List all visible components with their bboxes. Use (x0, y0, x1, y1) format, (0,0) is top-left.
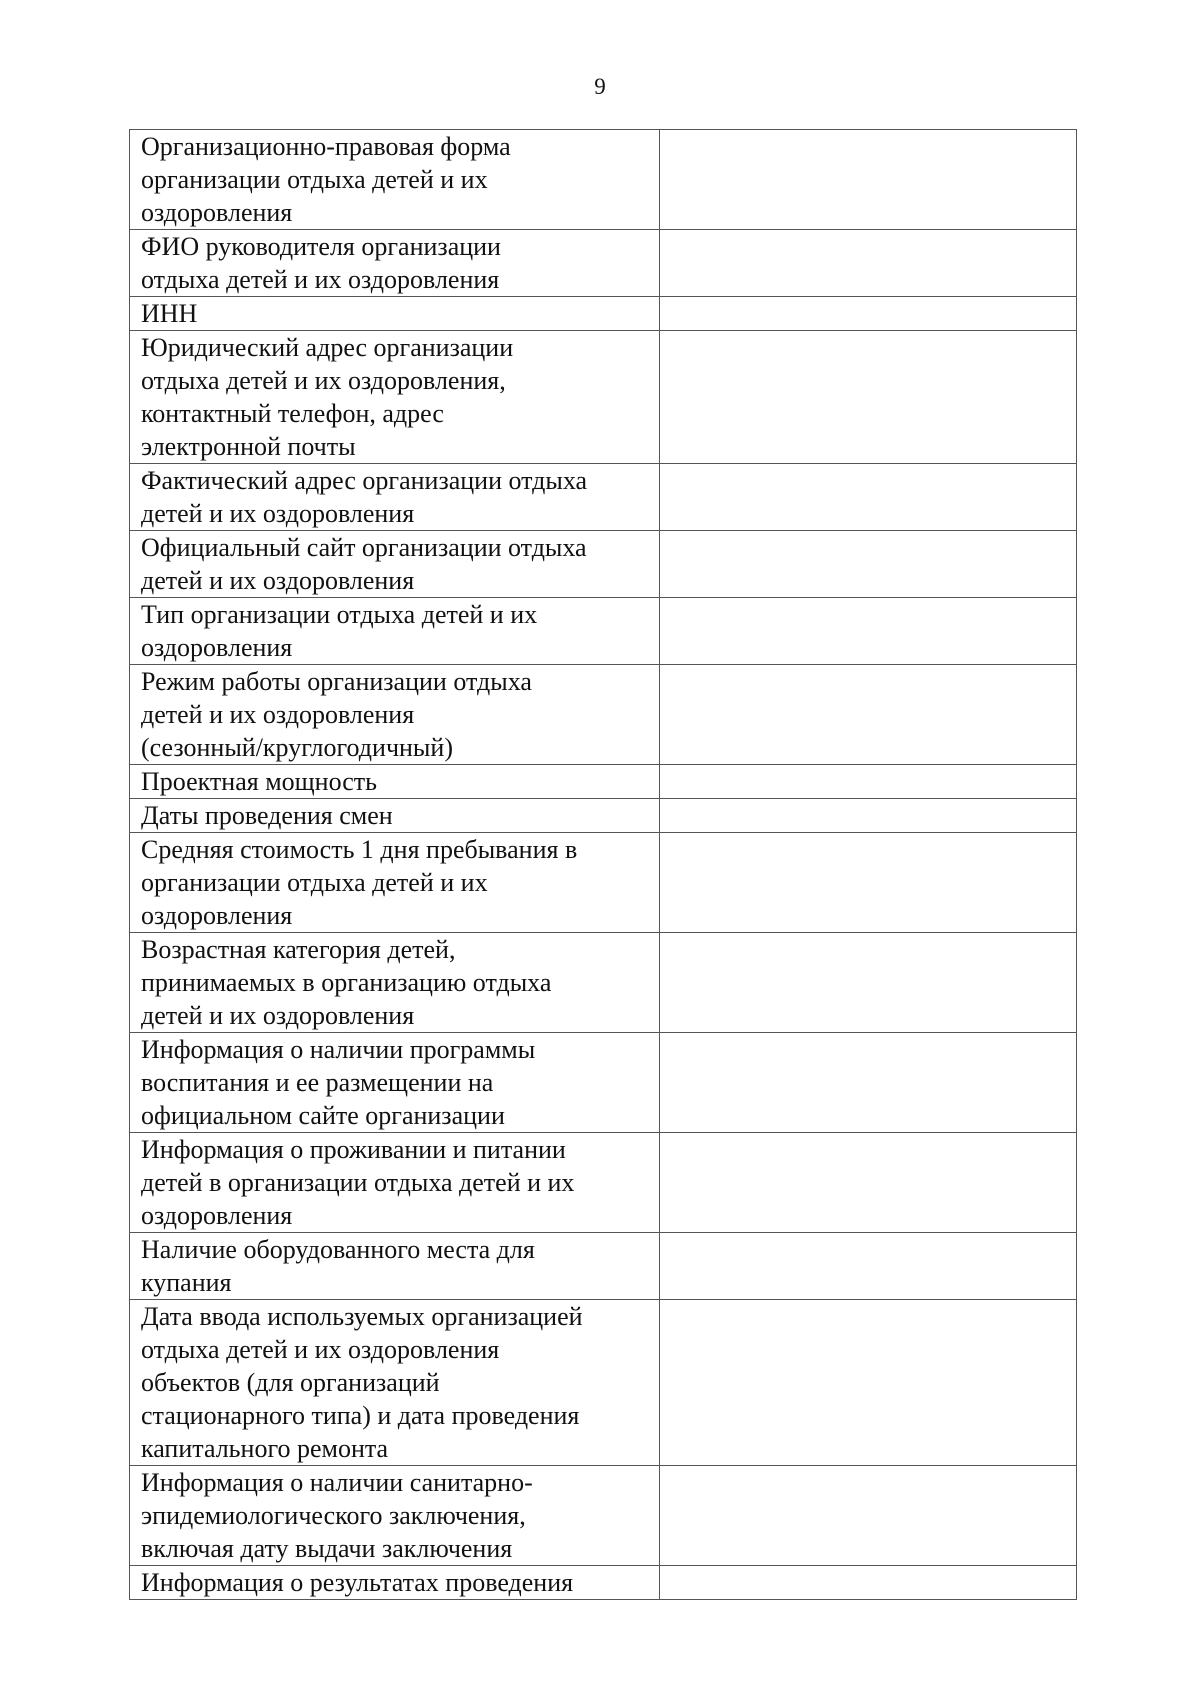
table-row (130, 1300, 1077, 1466)
form-table (129, 129, 1077, 1600)
row-value-cell[interactable] (660, 933, 1077, 1033)
row-value-cell[interactable] (660, 765, 1077, 799)
row-value-cell[interactable] (660, 598, 1077, 665)
row-label-cell (130, 665, 660, 765)
table-row (130, 665, 1077, 765)
row-label-line: Проектная мощность (141, 767, 377, 796)
table-row (130, 297, 1077, 331)
table-row (130, 1566, 1077, 1600)
row-label-cell (130, 531, 660, 598)
row-label-cell (130, 1133, 660, 1233)
row-label-line: Юридический адрес организации (141, 333, 514, 362)
row-label-line: Официальный сайт организации отдыха (141, 533, 587, 562)
row-label-line: Средняя стоимость 1 дня пребывания в (141, 835, 578, 864)
row-label-line: электронной почты (141, 432, 356, 461)
row-value-cell[interactable] (660, 665, 1077, 765)
row-label-cell (130, 297, 660, 331)
row-label-line: Режим работы организации отдыха (141, 667, 532, 696)
row-value-cell[interactable] (660, 799, 1077, 833)
row-label-line: детей и их оздоровления (141, 1001, 415, 1030)
row-value-cell[interactable] (660, 1233, 1077, 1300)
row-label-cell (130, 230, 660, 297)
row-label-line: отдыха детей и их оздоровления, (141, 366, 506, 395)
row-value-cell[interactable] (660, 1566, 1077, 1600)
row-label-line: Возрастная категория детей, (141, 935, 456, 964)
row-label-line: ИНН (141, 299, 198, 328)
row-label-line: объектов (для организаций (141, 1368, 440, 1397)
row-label-line: Информация о наличии санитарно- (141, 1468, 533, 1497)
table-row (130, 1133, 1077, 1233)
row-label-line: оздоровления (141, 633, 293, 662)
row-label-line: Даты проведения смен (141, 801, 393, 830)
table-row (130, 1033, 1077, 1133)
table-row (130, 230, 1077, 297)
row-label-line: детей и их оздоровления (141, 499, 415, 528)
row-value-cell[interactable] (660, 130, 1077, 230)
row-label-line: детей в организации отдыха детей и их (141, 1168, 575, 1197)
table-row (130, 130, 1077, 230)
row-label-cell (130, 765, 660, 799)
row-label-line: детей и их оздоровления (141, 566, 415, 595)
row-label-line: официальном сайте организации (141, 1101, 505, 1130)
row-label-line: отдыха детей и их оздоровления (141, 265, 500, 294)
row-label-line: принимаемых в организацию отдыха (141, 968, 552, 997)
row-label-line: эпидемиологического заключения, (141, 1501, 526, 1530)
row-label-line: Организационно-правовая форма (141, 132, 511, 161)
table-row (130, 833, 1077, 933)
row-value-cell[interactable] (660, 1300, 1077, 1466)
row-value-cell[interactable] (660, 1033, 1077, 1133)
row-value-cell[interactable] (660, 331, 1077, 464)
table-body (130, 130, 1077, 1600)
row-label-line: Информация о результатах проведения (141, 1568, 574, 1597)
table-row (130, 933, 1077, 1033)
row-label-cell (130, 331, 660, 464)
row-label-line: Дата ввода используемых организацией (141, 1302, 583, 1331)
row-label-line: Наличие оборудованного места для (141, 1235, 535, 1264)
row-label-line: Информация о наличии программы (141, 1035, 536, 1064)
table-row (130, 464, 1077, 531)
row-value-cell[interactable] (660, 1133, 1077, 1233)
row-label-line: оздоровления (141, 1201, 293, 1230)
row-value-cell[interactable] (660, 297, 1077, 331)
row-label-cell (130, 464, 660, 531)
table-row (130, 1466, 1077, 1566)
row-value-cell[interactable] (660, 531, 1077, 598)
row-label-line: капитального ремонта (141, 1434, 389, 1463)
row-label-line: организации отдыха детей и их (141, 165, 488, 194)
row-label-line: отдыха детей и их оздоровления (141, 1335, 500, 1364)
table-row (130, 331, 1077, 464)
row-label-line: (сезонный/круглогодичный) (141, 733, 453, 762)
row-label-cell (130, 1033, 660, 1133)
row-label-cell (130, 1566, 660, 1600)
row-value-cell[interactable] (660, 1466, 1077, 1566)
row-value-cell[interactable] (660, 230, 1077, 297)
row-label-line: контактный телефон, адрес (141, 399, 444, 428)
row-value-cell[interactable] (660, 464, 1077, 531)
row-label-cell (130, 933, 660, 1033)
row-label-cell (130, 1233, 660, 1300)
row-label-cell (130, 1466, 660, 1566)
row-label-line: организации отдыха детей и их (141, 868, 488, 897)
table-row (130, 765, 1077, 799)
row-label-line: включая дату выдачи заключения (141, 1534, 513, 1563)
row-label-line: воспитания и ее размещении на (141, 1068, 494, 1097)
page-number: 9 (594, 74, 606, 99)
row-label-line: Фактический адрес организации отдыха (141, 466, 588, 495)
row-label-line: оздоровления (141, 198, 293, 227)
row-label-cell (130, 833, 660, 933)
row-label-line: ФИО руководителя организации (141, 232, 501, 261)
table-row (130, 799, 1077, 833)
table-row (130, 1233, 1077, 1300)
row-label-line: купания (141, 1268, 232, 1297)
row-value-cell[interactable] (660, 833, 1077, 933)
row-label-line: Тип организации отдыха детей и их (141, 600, 538, 629)
row-label-line: Информация о проживании и питании (141, 1135, 566, 1164)
row-label-cell (130, 130, 660, 230)
table-row (130, 598, 1077, 665)
table-row (130, 531, 1077, 598)
row-label-cell (130, 598, 660, 665)
row-label-cell (130, 1300, 660, 1466)
row-label-cell (130, 799, 660, 833)
row-label-line: стационарного типа) и дата проведения (141, 1401, 580, 1430)
row-label-line: детей и их оздоровления (141, 700, 415, 729)
row-label-line: оздоровления (141, 901, 293, 930)
